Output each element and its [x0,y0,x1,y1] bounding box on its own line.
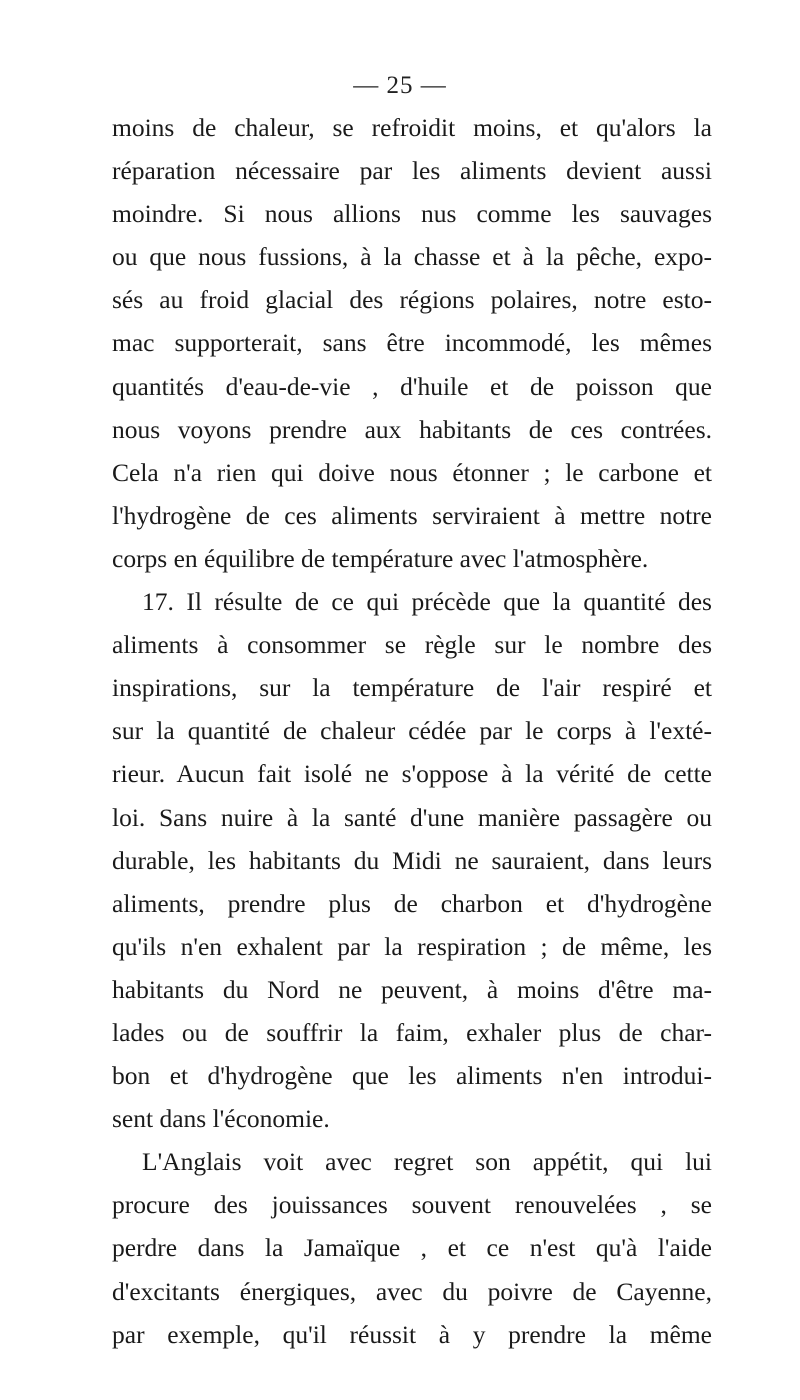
text-line: nous voyons prendre aux habitants de ces contrées. [112,414,712,444]
text-line: sés au froid glacial des régions polaires, notre esto- [112,285,712,315]
text-line: Cela n'a rien qui doive nous étonner ; le carbone et [112,457,712,487]
text-line: corps en équilibre de température avec l'atmosphère. [112,543,649,573]
text-line: mac supporterait, sans être incommodé, les mêmes [112,328,712,358]
text-line: durable, les habitants du Midi ne sauraient, dans leurs [112,845,712,875]
text-line: bon et d'hydrogène que les aliments n'en introdui- [112,1061,712,1091]
text-line: L'Anglais voit avec regret son appétit, qui lui [142,1147,712,1177]
text-line: ou que nous fussions, à la chasse et à la pêche, expo- [112,242,712,272]
text-line: moindre. Si nous allions nus comme les sauvages [112,199,712,229]
text-line: perdre dans la Jamaïque , et ce n'est qu'à l'aide [112,1233,712,1263]
text-line: habitants du Nord ne peuvent, à moins d'être ma- [112,974,712,1004]
text-line: aliments, prendre plus de charbon et d'hydrogène [112,888,712,918]
text-line: par exemple, qu'il réussit à y prendre la même [112,1319,712,1349]
text-line: l'hydrogène de ces aliments serviraient à mettre notre [112,500,712,530]
text-line: qu'ils n'en exhalent par la respiration ; de même, les [112,931,712,961]
text-line: aliments à consommer se règle sur le nombre des [112,630,712,660]
text-line: sur la quantité de chaleur cédée par le corps à l'exté- [112,716,712,746]
text-line: sent dans l'économie. [112,1104,330,1134]
text-line: quantités d'eau-de-vie , d'huile et de poisson que [112,371,712,401]
text-line: inspirations, sur la température de l'air respiré et [112,673,712,703]
text-line: d'excitants énergiques, avec du poivre de Cayenne, [112,1276,712,1306]
body-text [112,106,712,1356]
text-line: moins de chaleur, se refroidit moins, et qu'alors la [112,113,712,142]
text-line: réparation nécessaire par les aliments devient aussi [112,156,712,186]
text-line: rieur. Aucun fait isolé ne s'oppose à la vérité de cette [112,759,712,789]
text-line: loi. Sans nuire à la santé d'une manière passagère ou [112,802,712,832]
text-line: 17. Il résulte de ce qui précède que la quantité des [142,587,712,617]
page-number: — 25 — [353,72,447,99]
text-line: procure des jouissances souvent renouvelées , se [112,1190,712,1220]
text-line: lades ou de souffrir la faim, exhaler plus de char- [112,1017,712,1047]
